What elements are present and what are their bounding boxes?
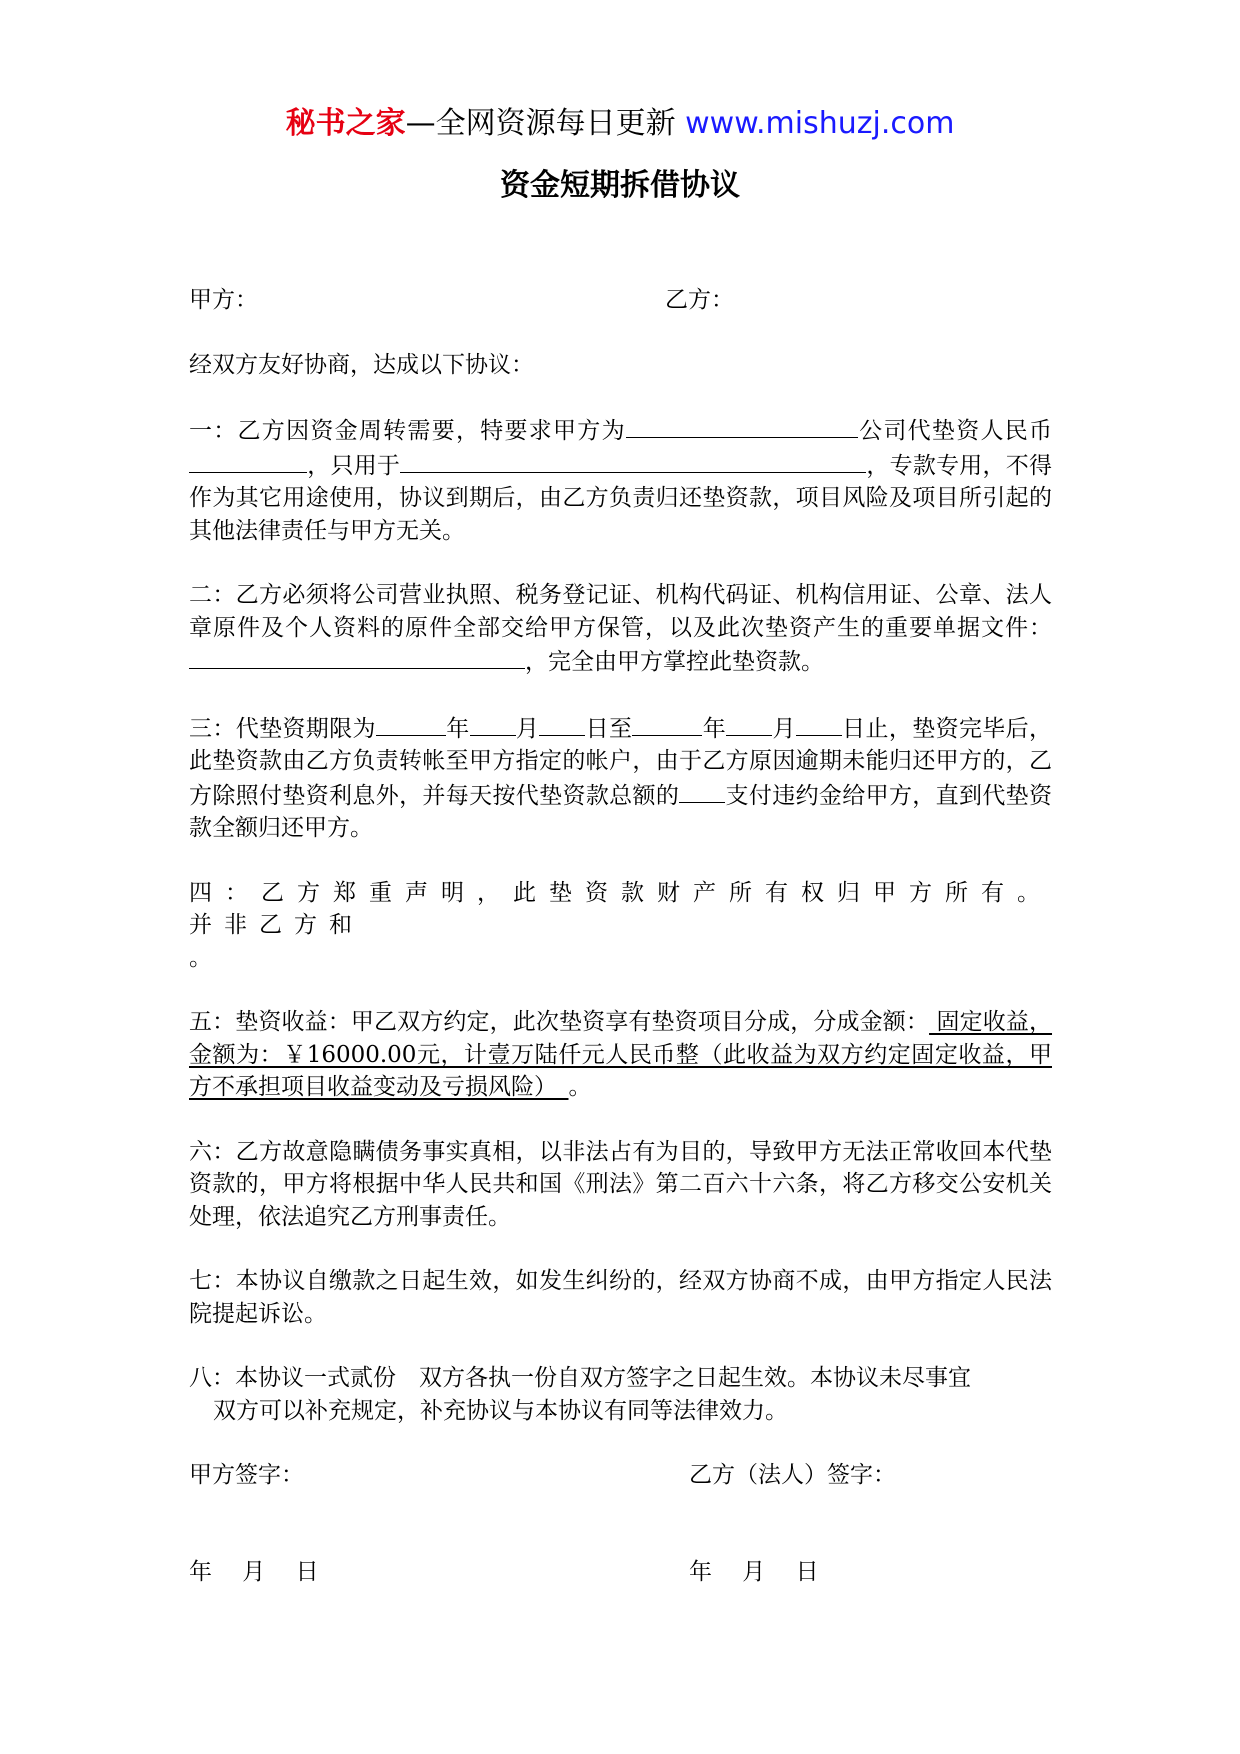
site-banner	[0, 100, 1240, 148]
company-blank	[626, 413, 858, 438]
clause-8-text-a: 八：本协议一式贰份 双方各执一份自双方签字之日起生效。本协议未尽事宜	[189, 1365, 971, 1391]
clause-3-text-c: 支付违约金给甲方，直到代垫资款全额归还甲方。	[189, 782, 1053, 841]
clause-1-text-a: 一：乙方因资金周转需要，特要求甲方为	[189, 418, 626, 444]
clause-3	[189, 711, 1052, 845]
fixed-income-terms: 固定收益，金额为：￥16000.00元，计壹万陆仟元人民币整（此收益为双方约定固定收益，甲方不承担项目收益变动及亏损风险）	[189, 1009, 1053, 1100]
clause-5-text-c: 。	[568, 1074, 592, 1100]
site-url-link[interactable]: www.mishuzj.com	[685, 106, 955, 141]
day-to-label: 日至	[585, 715, 633, 742]
clause-1	[189, 413, 1052, 547]
clause-2	[189, 579, 1052, 679]
clause-8-text-b: 双方可以补充规定，补充协议与本协议有同等法律效力。	[213, 1397, 788, 1424]
end-year-blank	[632, 711, 702, 736]
year-label: 年	[445, 715, 470, 742]
brand-name: 秘书之家	[285, 106, 406, 141]
clause-4-text: 四：乙方郑重声明，此垫资款财产所有权归甲方所有。并非乙方和	[189, 879, 1052, 938]
date-row	[189, 1556, 1052, 1589]
clause-6: 六：乙方故意隐瞒债务事实真相，以非法占有为目的，导致甲方无法正常收回本代垫资款的，甲方将根据中华人民共和国《刑法》第二百六十六条，将乙方移交公安机关处理，依法追究乙方刑事责任。	[189, 1138, 1052, 1230]
clause-4-tail: 。	[189, 944, 212, 971]
documents-blank	[189, 644, 525, 669]
clause-3-text-a: 三：代垫资期限为	[189, 715, 376, 742]
party-b-label: 乙方：	[665, 287, 734, 313]
party-b-date: 年 月 日	[689, 1558, 819, 1585]
party-b-signature-label: 乙方（法人）签字：	[689, 1462, 896, 1488]
amount-blank	[189, 448, 307, 473]
penalty-rate-blank	[679, 778, 725, 803]
clause-8	[189, 1362, 1052, 1427]
party-a-label: 甲方：	[189, 287, 258, 313]
party-a-signature-label: 甲方签字：	[189, 1462, 304, 1488]
clause-7: 七：本协议自缴款之日起生效，如发生纠纷的，经双方协商不成，由甲方指定人民法院提起诉讼。	[189, 1268, 1052, 1327]
clause-2-text-a: 二：乙方必须将公司营业执照、税务登记证、机构代码证、机构信用证、公章、法人章原件及个人资料的原件全部交给甲方保管，以及此次垫资产生的重要单据文件：	[189, 582, 1052, 641]
end-day-blank	[796, 711, 842, 736]
document-body	[189, 284, 1052, 1588]
clause-1-text-b: 公司代垫资人民币	[857, 418, 1053, 444]
clause-2-text-b: ，完全由甲方掌控此垫资款。	[525, 649, 824, 675]
end-month-blank	[726, 711, 772, 736]
intro-text: 经双方友好协商，达成以下协议：	[189, 351, 534, 378]
document-title: 资金短期拆借协议	[500, 168, 740, 203]
parties-row	[189, 284, 1052, 317]
banner-slogan: —全网资源每日更新	[405, 106, 676, 141]
clause-3-text-b: 日止，垫资完毕后，此垫资款由乙方负责转帐至甲方指定的帐户，由于乙方原因逾期未能归还甲方的，乙方除照付垫资利息外，并每天按代垫资款总额的	[189, 715, 1053, 809]
month-label: 月	[772, 715, 796, 742]
start-month-blank	[470, 711, 516, 736]
start-year-blank	[376, 711, 446, 736]
month-label: 月	[515, 715, 540, 742]
year-label: 年	[702, 715, 727, 742]
clause-1-text-c: ，只用于	[307, 452, 401, 479]
clause-1-text-d: ，专款专用，不得作为其它用途使用，协议到期后，由乙方负责归还垫资款，项目风险及项目所引起的其他法律责任与甲方无关。	[189, 452, 1053, 544]
clause-5-text-a: 五：垫资收益：甲乙双方约定，此次垫资享有垫资项目分成，分成金额：	[189, 1009, 930, 1035]
fixed-income-underline-tail	[546, 1074, 569, 1100]
clause-5	[189, 1006, 1052, 1104]
party-a-date: 年 月 日	[189, 1558, 319, 1585]
signature-row	[189, 1459, 1052, 1492]
start-day-blank	[539, 711, 585, 736]
clause-4	[189, 877, 1052, 975]
purpose-blank	[400, 448, 866, 473]
